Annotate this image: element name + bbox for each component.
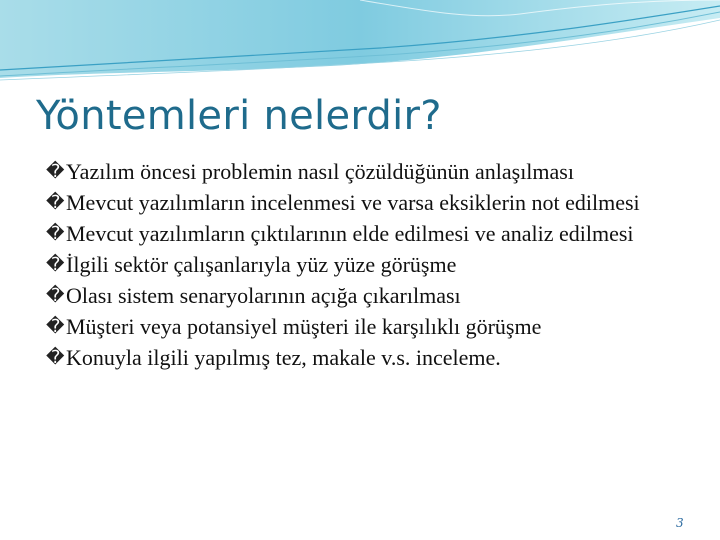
bullet-icon: � [46, 347, 65, 368]
bullet-icon: � [46, 254, 65, 275]
list-item-text: Yazılım öncesi problemin nasıl çözüldüğünün anlaşılması [66, 159, 574, 184]
list-item-text: İlgili sektör çalışanlarıyla yüz yüze görüşme [66, 252, 457, 277]
list-item-text: Müşteri veya potansiyel müşteri ile karşılıklı görüşme [66, 314, 542, 339]
list-item-text: Mevcut yazılımların çıktılarının elde edilmesi ve analiz edilmesi [66, 221, 634, 246]
bullet-list [46, 156, 670, 373]
bullet-icon: � [46, 192, 65, 213]
bullet-icon: � [46, 316, 65, 337]
list-item [46, 249, 670, 280]
page-number: 3 [676, 516, 684, 530]
bullet-icon: � [46, 285, 65, 306]
list-item [46, 156, 670, 187]
list-item-text: Mevcut yazılımların incelenmesi ve varsa eksiklerin not edilmesi [66, 190, 640, 215]
decorative-wave-header [0, 0, 720, 90]
bullet-icon: � [46, 223, 65, 244]
list-item [46, 311, 670, 342]
list-item [46, 187, 670, 218]
list-item [46, 218, 670, 249]
list-item [46, 280, 670, 311]
list-item [46, 342, 670, 373]
list-item-text: Konuyla ilgili yapılmış tez, makale v.s. inceleme. [66, 345, 501, 370]
slide-title: Yöntemleri nelerdir? [36, 93, 442, 139]
bullet-icon: � [46, 161, 65, 182]
list-item-text: Olası sistem senaryolarının açığa çıkarılması [66, 283, 461, 308]
